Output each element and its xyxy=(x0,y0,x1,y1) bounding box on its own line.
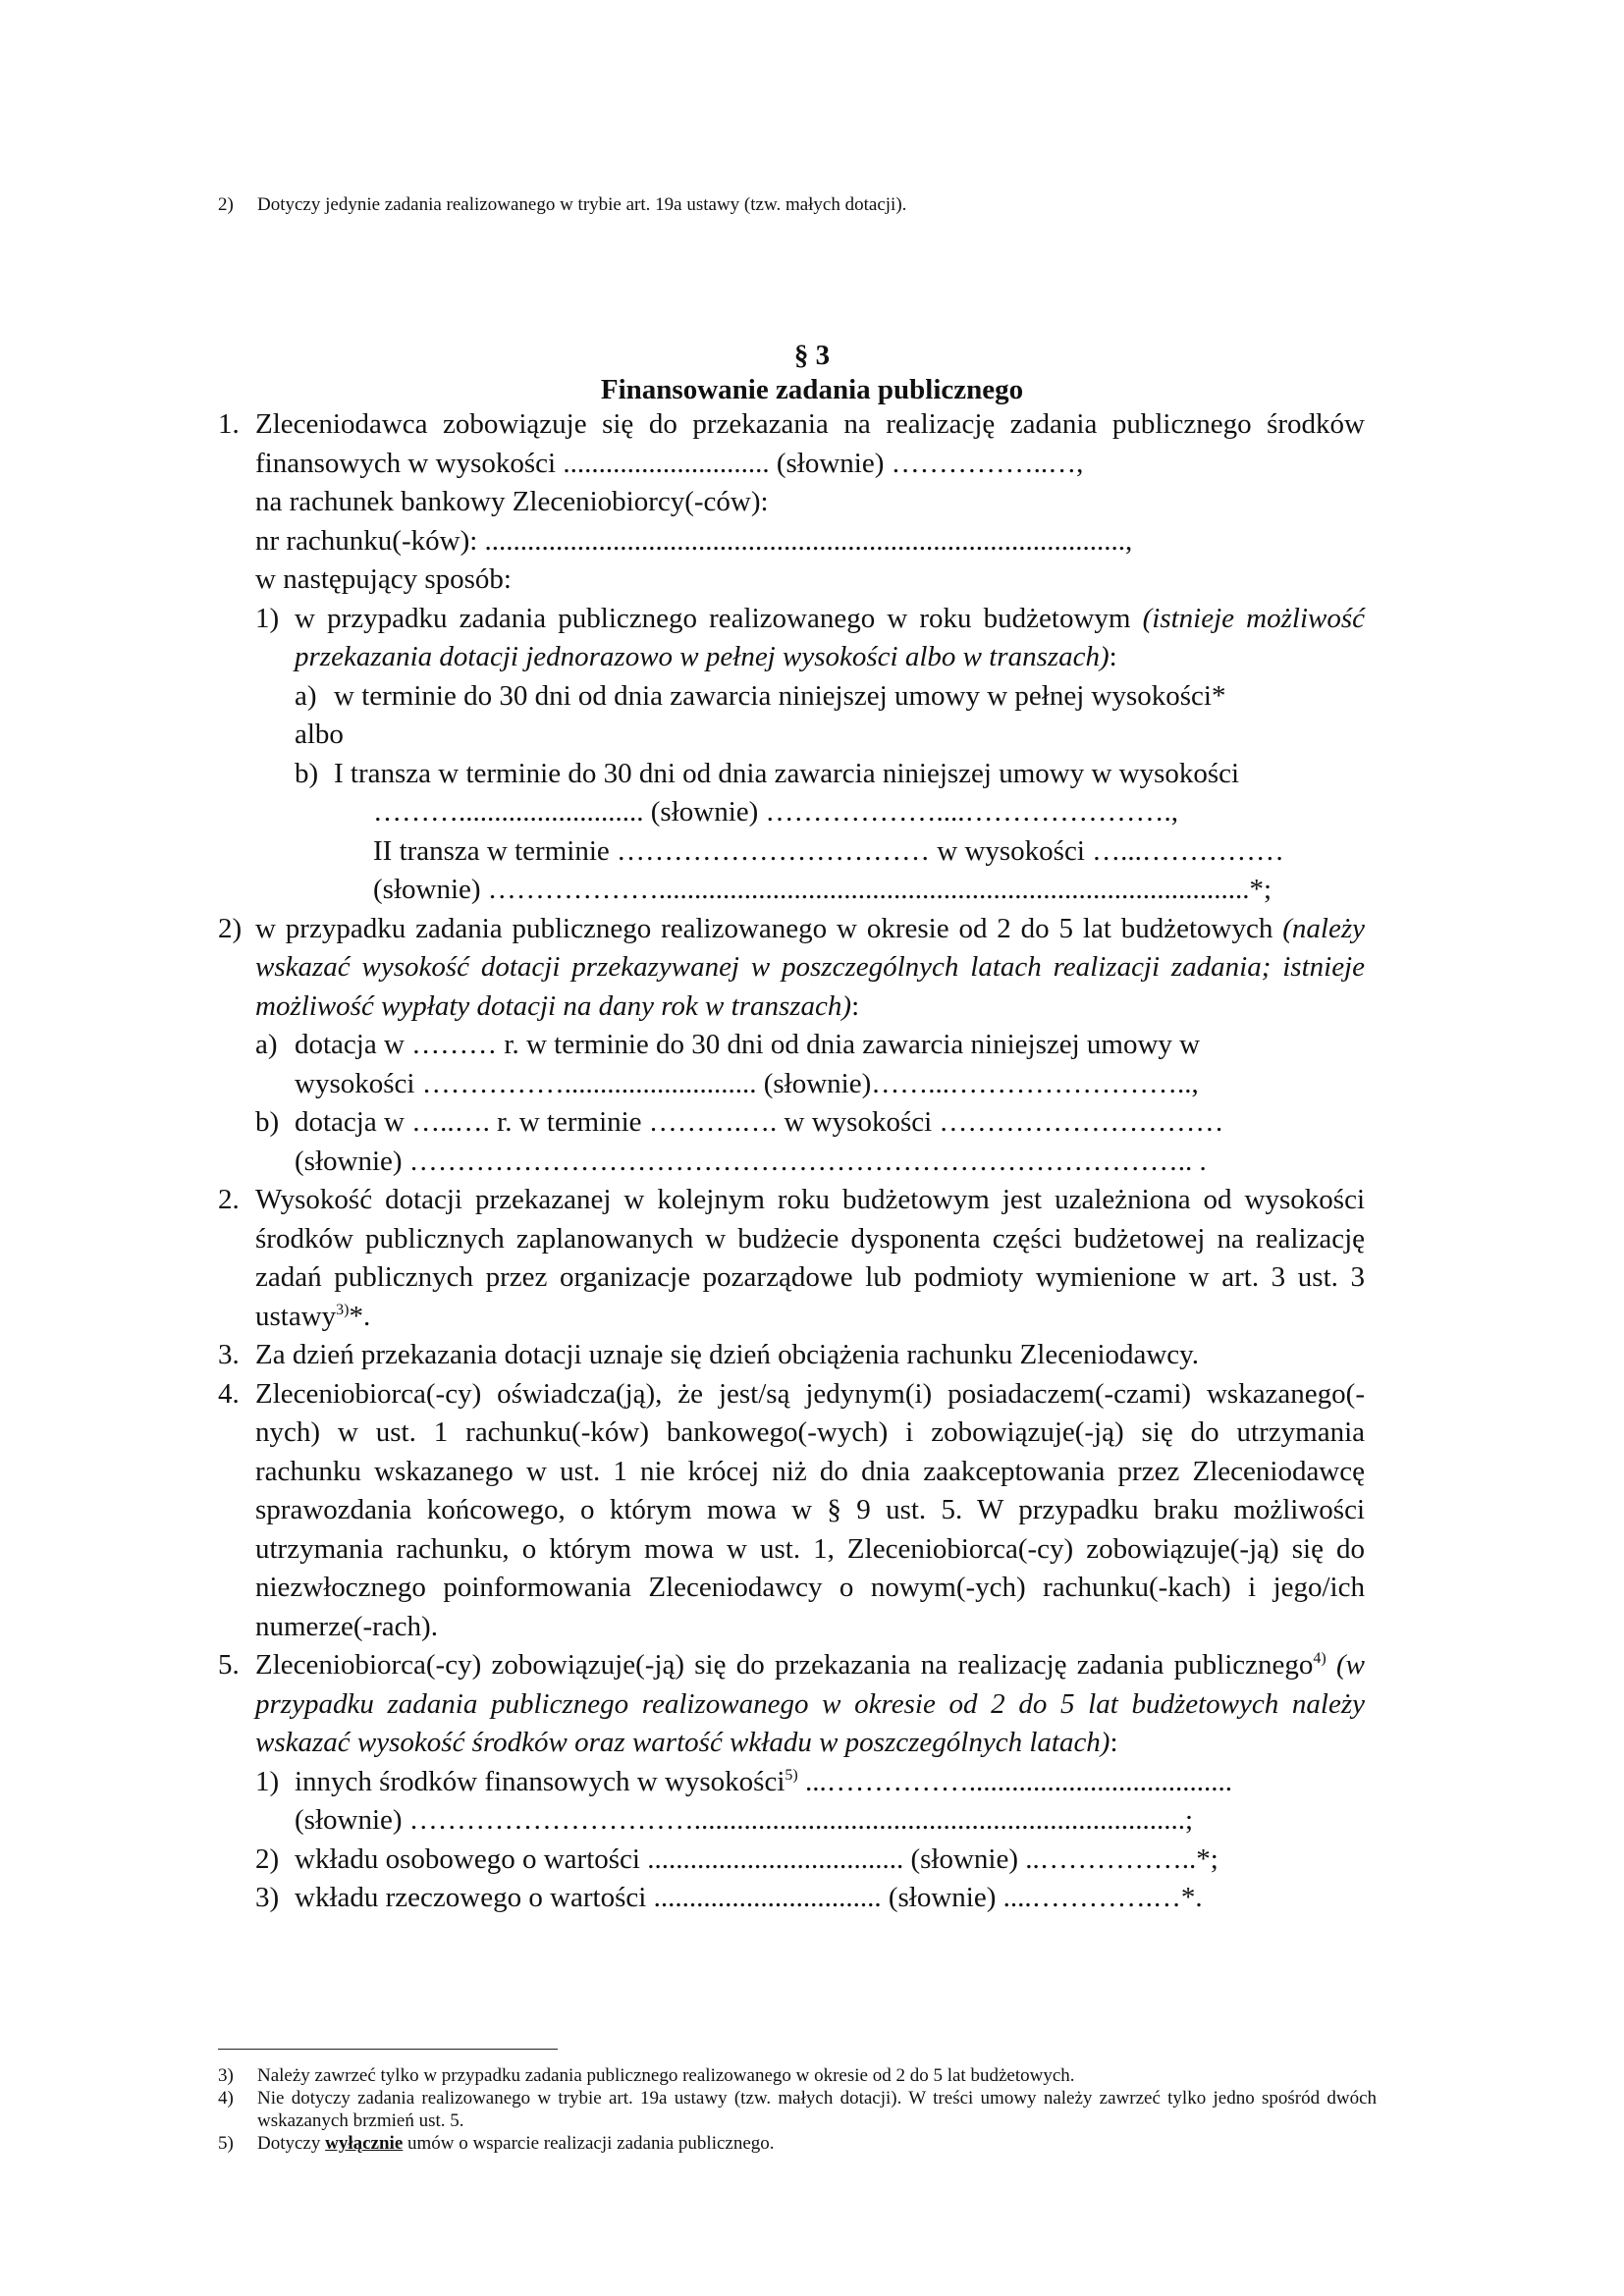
footnote-separator xyxy=(218,2049,558,2050)
paragraph-5-item-1 xyxy=(255,1763,1365,1841)
footnote-ref: 4) xyxy=(1313,1650,1326,1667)
account-number-line: nr rachunku(-ków): .........................................................................................., xyxy=(255,524,1133,557)
footnote-emphasis: wyłącznie xyxy=(325,2133,404,2154)
section-mark: § 3 xyxy=(793,340,831,371)
paragraph-number: 4. xyxy=(218,1377,240,1410)
subitem-2a xyxy=(255,1026,1365,1103)
paragraph-number: 1. xyxy=(218,408,240,440)
footnote-text: Należy zawrzeć tylko w przypadku zadania publicznego realizowanego w okresie od 2 do 5 lat budżetowych. xyxy=(257,2065,1075,2086)
footnote-5 xyxy=(218,2132,1377,2155)
footnote-text: Dotyczy jedynie zadania realizowanego w trybie art. 19a ustawy (tzw. małych dotacji). xyxy=(257,194,907,215)
subitem-2b-line-1: dotacja w …..…. r. w terminie ……….…. w wysokości ………………………… xyxy=(295,1106,1224,1138)
subitem-2-wrapper xyxy=(218,910,1365,1182)
paragraph-5-plain: Zleceniobiorca(-cy) zobowiązuje(-ją) się do przekazania na realizację zadania publicznego xyxy=(255,1649,1314,1681)
footnote-text: Nie dotyczy zadania realizowanego w trybie art. 19a ustawy (tzw. małych dotacji). W treści umowy należy zawrzeć tylko jedno spośród dwóch wskazanych brzmień ust. 5. xyxy=(257,2088,1377,2131)
item-3-text: wkładu rzeczowego o wartości ................................ (słownie) ....………….…*. xyxy=(295,1882,1203,1913)
footnote-ref: 3) xyxy=(336,1301,350,1318)
subitem-2-text xyxy=(255,910,1365,1027)
subitem-2 xyxy=(218,910,1365,1182)
subitem-1b-line-1: I transza w terminie do 30 dni od dnia zawarcia niniejszej umowy w wysokości xyxy=(334,757,1240,789)
paragraph-3 xyxy=(218,1336,1365,1375)
paragraph-number: 2. xyxy=(218,1184,240,1215)
section-heading: Finansowanie zadania publicznego xyxy=(600,374,1024,405)
subitem-1-text xyxy=(295,600,1365,677)
subitem-1 xyxy=(255,600,1365,910)
subitem-number: 3) xyxy=(255,1882,280,1913)
paragraph-number: 5. xyxy=(218,1649,240,1681)
paragraph-2-plain: Wysokość dotacji przekazanej w kolejnym roku budżetowym jest uzależniona od wysokości środków publicznych zaplanowanych w budżecie dysponenta części budżetowej na realizację zadań publicznych przez organizacje pozarządowe lub podmioty wymienione w art. 3 ust. 3 ustawy xyxy=(255,1184,1365,1332)
paragraph-1 xyxy=(218,405,1365,910)
item-2-text: wkładu osobowego o wartości .................................... (słownie) ..……………..*; xyxy=(295,1842,1218,1875)
footnote-number: 4) xyxy=(218,2088,234,2109)
subitem-2-tail: : xyxy=(851,989,860,1022)
paragraph-5-italic: (w przypadku zadania publicznego realizowanego w okresie od 2 do 5 lat budżetowych należy wskazać wysokość środków oraz wartość wkładu w poszczególnych latach) xyxy=(255,1649,1365,1758)
payment-method-line: w następujący sposób: xyxy=(255,563,512,595)
letter-b: b) xyxy=(255,1106,280,1138)
subitem-1-italic: (istnieje możliwość przekazania dotacji jednorazowo w pełnej wysokości albo w transzach) xyxy=(295,602,1366,672)
paragraph-number: 3. xyxy=(218,1339,240,1370)
paragraph-2-text xyxy=(255,1181,1365,1336)
letter-b: b) xyxy=(295,757,319,789)
section-body xyxy=(218,405,1365,1918)
paragraph-3-text: Za dzień przekazania dotacji uznaje się dzień obciążenia rachunku Zleceniodawcy. xyxy=(255,1339,1200,1370)
footnote-3 xyxy=(218,2064,1377,2087)
subitem-2a-line-2: wysokości ……………........................... (słownie)……...…………………….., xyxy=(295,1067,1199,1099)
item-1-line-2: (słownie) ………………………….....................................................................; xyxy=(295,1804,1194,1836)
subitem-2b-line-2: (słownie) ……………………………………………………………………….. . xyxy=(295,1145,1207,1177)
subitem-number: 1) xyxy=(255,602,280,634)
item-1-line-1 xyxy=(295,1763,1365,1802)
subitem-1-tail: : xyxy=(1109,641,1117,672)
paragraph-2 xyxy=(218,1181,1365,1336)
subitem-2-plain: w przypadku zadania publicznego realizowanego w okresie od 2 do 5 lat budżetowych xyxy=(255,912,1273,944)
letter-a: a) xyxy=(255,1029,278,1060)
subitem-1b-line-4: (słownie) ………………...................................................................................*; xyxy=(373,874,1272,905)
item-1-dots: ...……………..................................... xyxy=(797,1765,1232,1797)
footnote-post: umów o wsparcie realizacji zadania publicznego. xyxy=(407,2133,775,2154)
letter-a: a) xyxy=(295,679,317,712)
subitem-1a-text: w terminie do 30 dni od dnia zawarcia niniejszej umowy w pełnej wysokości* xyxy=(334,679,1226,712)
paragraph-4-text: Zleceniobiorca(-cy) oświadcza(ją), że jest/są jedynym(i) posiadaczem(-czami) wskazanego(-nych) w ust. 1 rachunku(-ków) bankowego(-wych) i zobowiązuje(-ją) się do utrzymania rachunku wskazanego w ust. 1 nie krócej niż do dnia zaakceptowania przez Zleceniodawcę sprawozdania końcowego, o którym mowa w § 9 ust. 5. W przypadku braku możliwości utrzymania rachunku, o którym mowa w ust. 1, Zleceniobiorca(-cy) zobowiązuje(-ją) się do niezwłocznego poinformowania Zleceniodawcy o nowym(-ych) rachunku(-kach) i jego/ich numerze(-rach). xyxy=(255,1377,1365,1642)
footnote-2 xyxy=(218,194,906,216)
subitem-2-italic: (należy wskazać wysokość dotacji przekazywanej w poszczególnych latach realizacji zadania; istnieje możliwość wypłaty dotacji na dany rok w transzach) xyxy=(255,912,1365,1022)
footnote-number: 2) xyxy=(218,194,234,215)
footnote-ref: 5) xyxy=(785,1766,798,1784)
subitem-number: 2) xyxy=(255,1842,280,1875)
footnotes xyxy=(218,2064,1377,2155)
paragraph-5-text xyxy=(255,1646,1365,1763)
bank-account-owner-line: na rachunek bankowy Zleceniobiorcy(-ców): xyxy=(255,486,769,517)
subitem-2b xyxy=(255,1103,1365,1181)
subitem-number: 2) xyxy=(218,912,243,944)
paragraph-2-tail: *. xyxy=(349,1300,371,1332)
paragraph-4 xyxy=(218,1375,1365,1647)
subitem-number: 1) xyxy=(255,1765,280,1797)
paragraph-5 xyxy=(218,1646,1365,1918)
paragraph-1-intro: Zleceniodawca zobowiązuje się do przekazania na realizację zadania publicznego środków finansowych w wysokości ............................. (słownie) ……………..…, xyxy=(255,408,1365,479)
albo-text: albo xyxy=(295,719,344,750)
subitem-1b xyxy=(295,755,1365,910)
paragraph-5-item-3 xyxy=(255,1879,1365,1918)
paragraph-5-item-2 xyxy=(255,1841,1365,1880)
item-1-label: innych środków finansowych w wysokości xyxy=(295,1765,785,1797)
footnote-4 xyxy=(218,2087,1377,2132)
subitem-2a-line-1: dotacja w ……… r. w terminie do 30 dni od dnia zawarcia niniejszej umowy w xyxy=(295,1029,1201,1060)
subitem-1b-line-2: ……….......................... (słownie) ………………....…………………., xyxy=(373,796,1179,828)
footnote-number: 5) xyxy=(218,2133,234,2154)
subitem-1-plain: w przypadku zadania publicznego realizowanego w roku budżetowym xyxy=(295,602,1131,634)
subitem-1b-line-3: II transza w terminie …………………………… w wysokości …...…………… xyxy=(373,834,1284,867)
paragraph-5-tail: : xyxy=(1110,1727,1118,1758)
footnote-number: 3) xyxy=(218,2065,234,2086)
subitem-1a xyxy=(295,677,1365,717)
footnote-pre: Dotyczy xyxy=(257,2133,321,2154)
